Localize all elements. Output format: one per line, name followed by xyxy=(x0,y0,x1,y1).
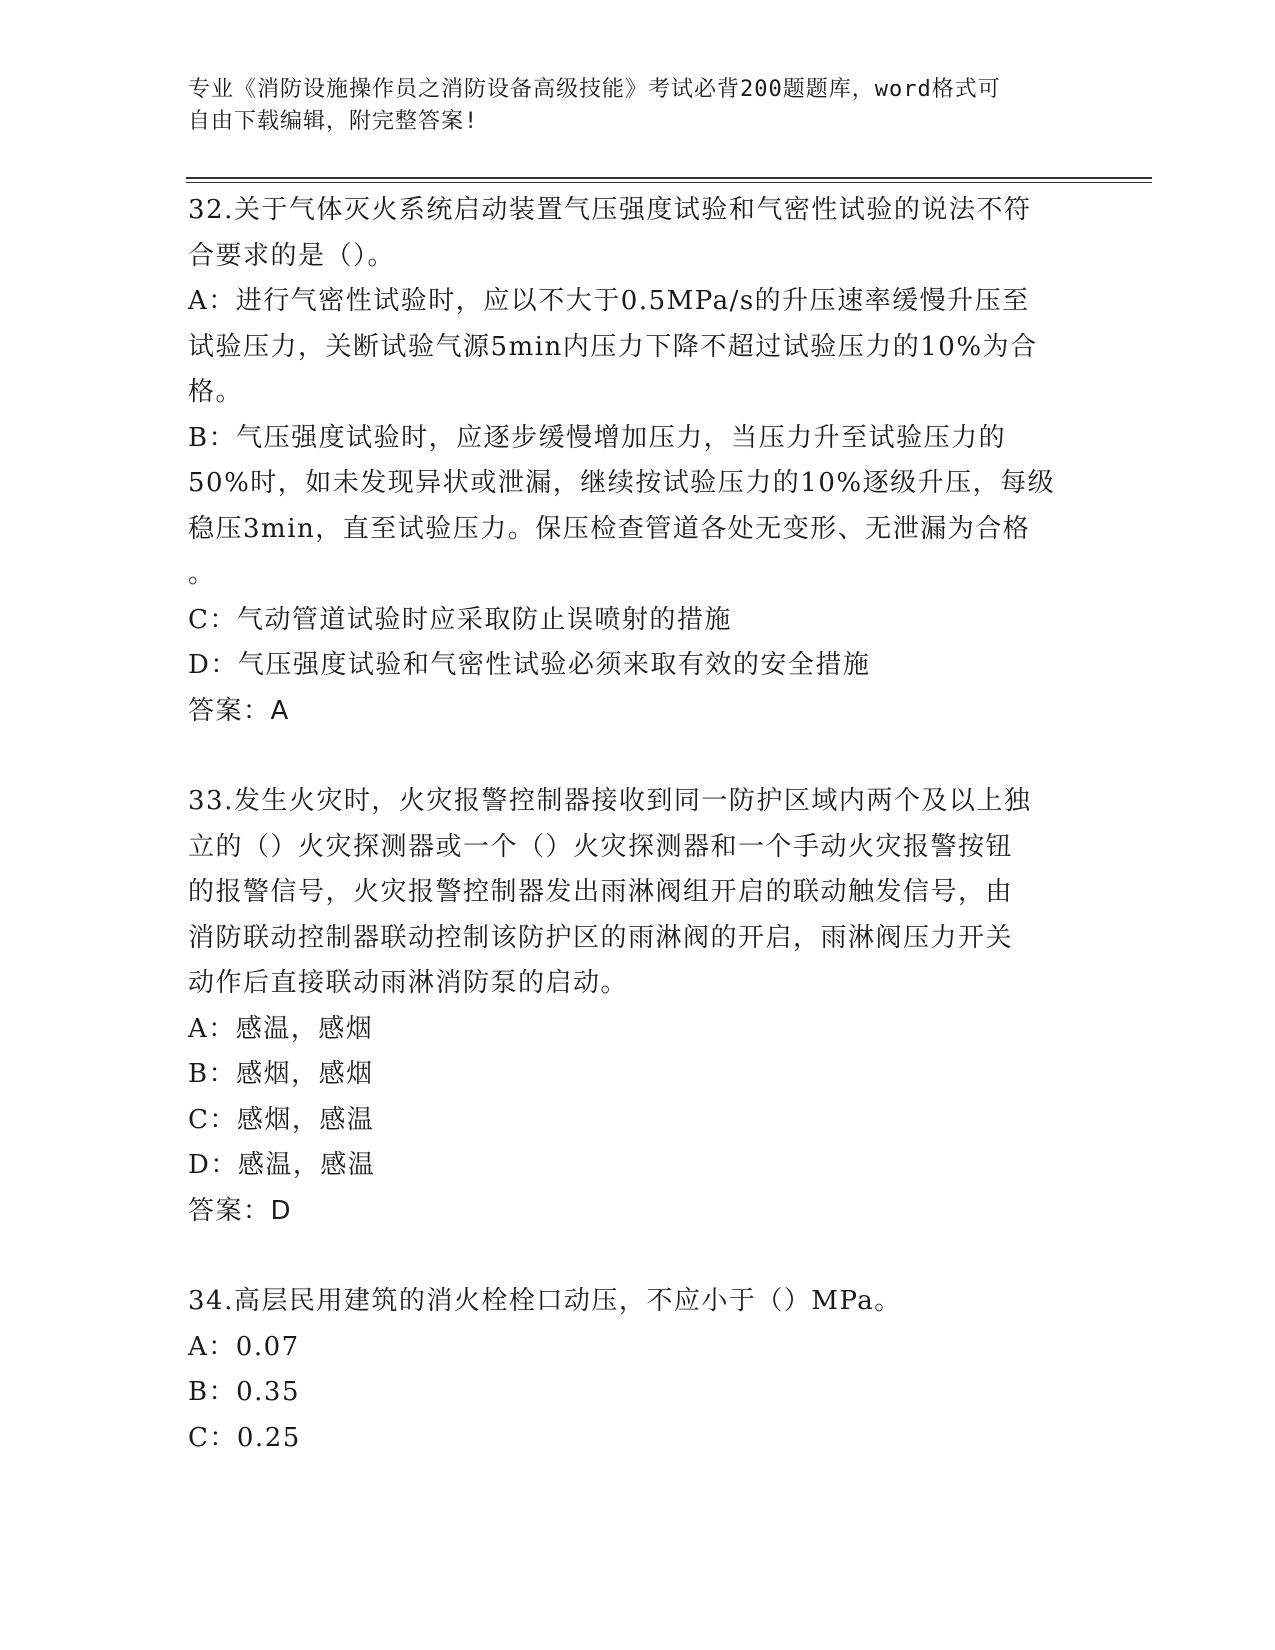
answer-line: 答案：A xyxy=(188,695,290,726)
option-line: 。 xyxy=(188,559,216,589)
header-line: 自由下载编辑，附完整答案! xyxy=(188,109,479,134)
page-header xyxy=(188,74,1068,138)
option-line: C：气动管道试验时应采取防止误喷射的措施 xyxy=(188,604,732,635)
question-stem-line: 33.发生火灾时，火灾报警控制器接收到同一防护区域内两个及以上独 xyxy=(188,786,1032,816)
option-line: D：感温，感温 xyxy=(188,1150,376,1180)
option-line: C：0.25 xyxy=(188,1422,301,1453)
option-line: 试验压力，关断试验气源5min内压力下降不超过试验压力的10%为合 xyxy=(188,331,1038,362)
header-rule-thick xyxy=(186,177,1152,179)
question-stem-line: 34.高层民用建筑的消火栓栓口动压，不应小于（）MPa。 xyxy=(188,1286,902,1316)
option-line: B：感烟，感烟 xyxy=(188,1059,374,1089)
question-32 xyxy=(188,188,1068,734)
question-stem-line: 32.关于气体灭火系统启动装置气压强度试验和气密性试验的说法不符 xyxy=(188,195,1032,225)
option-line: B：气压强度试验时，应逐步缓慢增加压力，当压力升至试验压力的 xyxy=(188,422,1007,453)
question-34 xyxy=(188,1279,1068,1461)
option-line: 稳压3min，直至试验压力。保压检查管道各处无变形、无泄漏为合格 xyxy=(188,513,1031,544)
option-line: A：0.07 xyxy=(188,1331,300,1362)
question-33 xyxy=(188,779,1068,1234)
question-list xyxy=(188,188,1068,1461)
option-line: 50%时，如未发现异状或泄漏，继续按试验压力的10%逐级升压，每级 xyxy=(188,468,1056,498)
option-line: C：感烟，感温 xyxy=(188,1104,375,1135)
question-stem-line: 消防联动控制器联动控制该防护区的雨淋阀的开启，雨淋阀压力开关 xyxy=(188,922,1014,953)
header-line: 专业《消防设施操作员之消防设备高级技能》考试必背200题题库，word格式可 xyxy=(188,77,1001,102)
question-stem-line: 动作后直接联动雨淋消防泵的启动。 xyxy=(188,968,629,998)
question-stem-line: 立的（）火灾探测器或一个（）火灾探测器和一个手动火灾报警按钮 xyxy=(188,831,1014,862)
option-line: 格。 xyxy=(188,377,244,407)
option-line: A：感温，感烟 xyxy=(188,1013,374,1044)
answer-line: 答案：D xyxy=(188,1195,293,1226)
question-stem-line: 合要求的是（）。 xyxy=(188,240,396,271)
option-line: D：气压强度试验和气密性试验必须来取有效的安全措施 xyxy=(188,650,871,680)
option-line: A：进行气密性试验时，应以不大于0.5MPa/s的升压速率缓慢升压至 xyxy=(188,286,1030,316)
header-rule-thin xyxy=(186,182,1152,183)
option-line: B：0.35 xyxy=(188,1377,300,1407)
question-stem-line: 的报警信号，火灾报警控制器发出雨淋阀组开启的联动触发信号，由 xyxy=(188,877,1014,907)
